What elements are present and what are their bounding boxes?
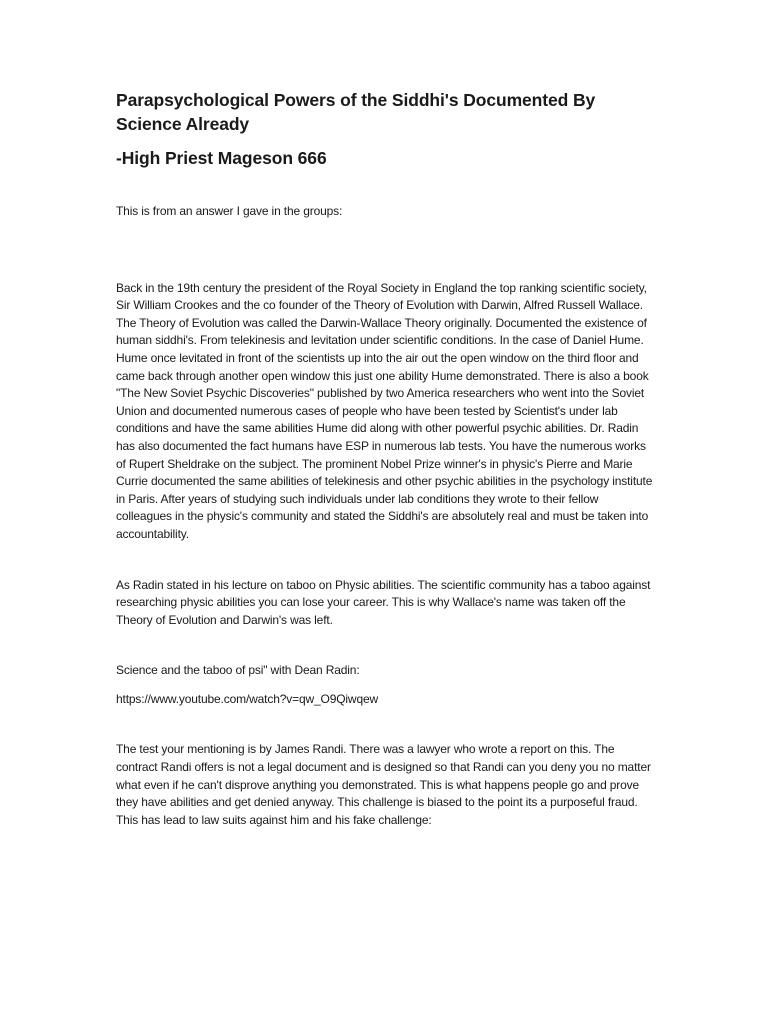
intro-paragraph: This is from an answer I gave in the groups: (116, 204, 343, 218)
document-author: -High Priest Mageson 666 (116, 148, 327, 168)
paragraph-video-title: Science and the taboo of psi" with Dean Radin: (116, 663, 360, 678)
video-link[interactable]: https://www.youtube.com/watch?v=qw_O9Qiwqew (116, 691, 379, 706)
paragraph-radin-taboo: As Radin stated in his lecture on taboo on Physic abilities. The scientific community has a taboo against researching physic abilities you can lose your career. This is why Wallace's name was taken off the Theory of Evolution and Darwin's was left. (116, 577, 651, 627)
paragraph-randi-challenge: The test your mentioning is by James Randi. There was a lawyer who wrote a report on this. The contract Randi offers is not a legal document and is designed so that Randi can you deny you no matter what even if he can't disprove anything you demonstrated. This is what happens people go and prove they have abilities and get denied anyway. This challenge is biased to the point its a purposeful fraud. This has lead to law suits against him and his fake challenge: (116, 742, 651, 827)
document-title: Parapsychological Powers of the Siddhi's Documented By Science Already (116, 90, 596, 134)
document-page (116, 88, 656, 829)
paragraph-siddhi-history: Back in the 19th century the president of the Royal Society in England the top ranking scientific society, Sir William Crookes and the co founder of the Theory of Evolution with Darwin, Alfred Russell Wallace. The Theory of Evolution was called the Darwin-Wallace Theory originally. Documented the existence of human siddhi's. From telekinesis and levitation under scientific conditions. In the case of Daniel Hume. Hume once levitated in front of the scientists up into the air out the open window on the third floor and came back through another open window this just one ability Hume demonstrated. There is also a book "The New Soviet Psychic Discoveries" published by two America researchers who went into the Soviet Union and documented numerous cases of people who have been tested by Scientist's under lab conditions and have the same abilities Hume did along with other powerful psychic abilities. Dr. Radin has also documented the fact humans have ESP in numerous lab tests. You have the numerous works of Rupert Sheldrake on the subject. The prominent Nobel Prize winner's in physic's Pierre and Marie Currie documented the same abilities of telekinesis and other psychic abilities in the psychology institute in Paris. After years of studying such individuals under lab conditions they wrote to their fellow colleagues in the physic's community and stated the Siddhi's are absolutely real and must be taken into accountability. (116, 280, 653, 541)
